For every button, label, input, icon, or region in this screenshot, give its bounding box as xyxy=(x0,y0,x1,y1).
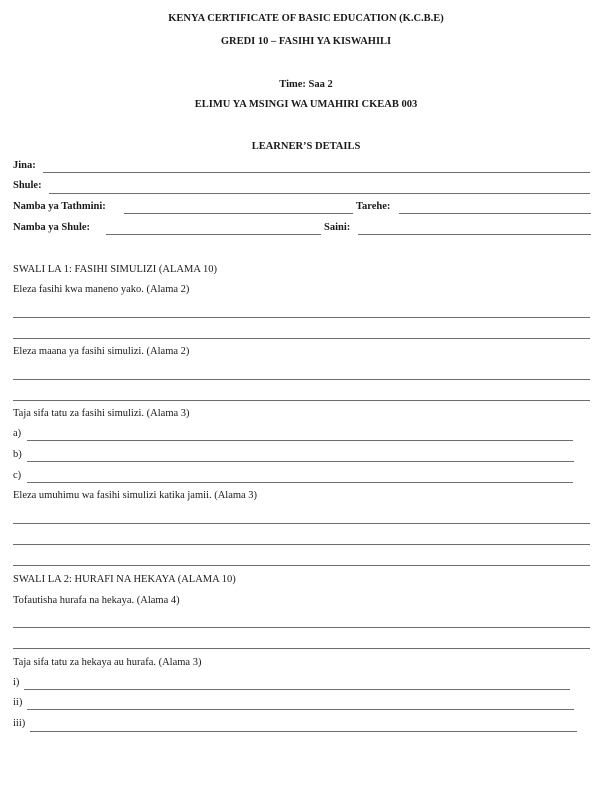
answer-line[interactable] xyxy=(13,627,590,628)
date-label: Tarehe: xyxy=(356,201,391,212)
school-label: Shule: xyxy=(13,180,42,191)
section2-question-2: Taja sifa tatu za hekaya au hurafa. (Alama 3) xyxy=(13,657,202,668)
section1-question-4: Eleza umuhimu wa fasihi simulizi katika jamii. (Alama 3) xyxy=(13,490,258,501)
answer-line[interactable] xyxy=(13,379,590,380)
answer-line[interactable] xyxy=(13,565,590,566)
answer-line[interactable] xyxy=(13,400,590,401)
exam-time: Time: Saa 2 xyxy=(279,79,333,90)
paper-code: ELIMU YA MSINGI WA UMAHIRI CKEAB 003 xyxy=(194,99,418,110)
subject-title: GREDI 10 – FASIHI YA KISWAHILI xyxy=(220,36,392,47)
signature-input-line[interactable] xyxy=(358,234,591,235)
school-number-input-line[interactable] xyxy=(106,234,321,235)
answer-line[interactable] xyxy=(13,544,590,545)
school-input-line[interactable] xyxy=(49,193,590,194)
answer-line[interactable] xyxy=(13,317,590,318)
section1-question-2: Eleza maana ya fasihi simulizi. (Alama 2) xyxy=(13,346,190,357)
assessment-number-input-line[interactable] xyxy=(124,213,353,214)
answer-line-c[interactable] xyxy=(27,482,573,483)
answer-line[interactable] xyxy=(13,338,590,339)
list-item-label-b: b) xyxy=(13,449,22,460)
school-number-label: Namba ya Shule: xyxy=(13,222,91,233)
section2-question-1: Tofautisha hurafa na hekaya. (Alama 4) xyxy=(13,595,180,606)
answer-line[interactable] xyxy=(13,648,590,649)
date-input-line[interactable] xyxy=(399,213,591,214)
list-item-label-i: i) xyxy=(13,677,20,688)
signature-label: Saini: xyxy=(324,222,351,233)
list-item-label-iii: iii) xyxy=(13,718,26,729)
answer-line-ii[interactable] xyxy=(27,709,574,710)
learner-details-title: LEARNER’S DETAILS xyxy=(251,141,361,152)
list-item-label-c: c) xyxy=(13,470,22,481)
name-label: Jina: xyxy=(13,160,36,171)
section2-title: SWALI LA 2: HURAFI NA HEKAYA (ALAMA 10) xyxy=(13,574,236,585)
answer-line-a[interactable] xyxy=(27,440,573,441)
list-item-label-ii: ii) xyxy=(13,697,23,708)
answer-line[interactable] xyxy=(13,523,590,524)
section1-question-1: Eleza fasihi kwa maneno yako. (Alama 2) xyxy=(13,284,190,295)
assessment-number-label: Namba ya Tathmini: xyxy=(13,201,106,212)
exam-title: KENYA CERTIFICATE OF BASIC EDUCATION (K.C.B.E) xyxy=(168,13,444,24)
name-input-line[interactable] xyxy=(43,172,590,173)
answer-line-i[interactable] xyxy=(24,689,570,690)
answer-line-iii[interactable] xyxy=(30,731,577,732)
answer-line-b[interactable] xyxy=(27,461,574,462)
section1-question-3: Taja sifa tatu za fasihi simulizi. (Alama 3) xyxy=(13,408,190,419)
section1-title: SWALI LA 1: FASIHI SIMULIZI (ALAMA 10) xyxy=(13,264,217,275)
list-item-label-a: a) xyxy=(13,428,22,439)
